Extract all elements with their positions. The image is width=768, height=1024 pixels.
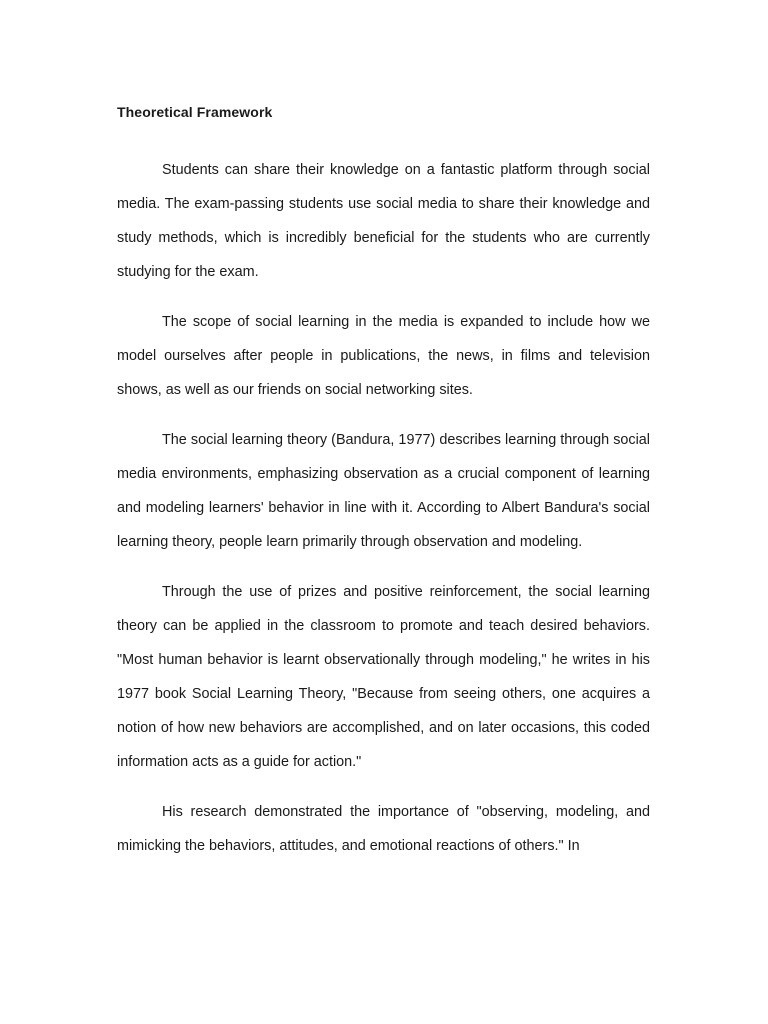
section-heading: Theoretical Framework (117, 104, 273, 120)
paragraph-4: Through the use of prizes and positive reinforcement, the social learning theory can be applied in the classroom to promote and teach desired behaviors. "Most human behavior is learnt observationally through modeling," he writes in his 1977 book Social Learning Theory, "Because from seeing others, one acquires a notion of how new behaviors are accomplished, and on later occasions, this coded information acts as a guide for action." (117, 584, 650, 770)
paragraph-1: Students can share their knowledge on a fantastic platform through social media. The exam-passing students use social media to share their knowledge and study methods, which is incredibly beneficial for the students who are currently studying for the exam. (117, 162, 650, 280)
paragraph-3: The social learning theory (Bandura, 1977) describes learning through social media environments, emphasizing observation as a crucial component of learning and modeling learners' behavior in line with it. According to Albert Bandura's social learning theory, people learn primarily through observation and modeling. (117, 432, 650, 550)
paragraph-5: His research demonstrated the importance of "observing, modeling, and mimicking the behaviors, attitudes, and emotional reactions of others." In (117, 804, 650, 854)
paragraph-2: The scope of social learning in the media is expanded to include how we model ourselves after people in publications, the news, in films and television shows, as well as our friends on social networking sites. (117, 314, 650, 398)
